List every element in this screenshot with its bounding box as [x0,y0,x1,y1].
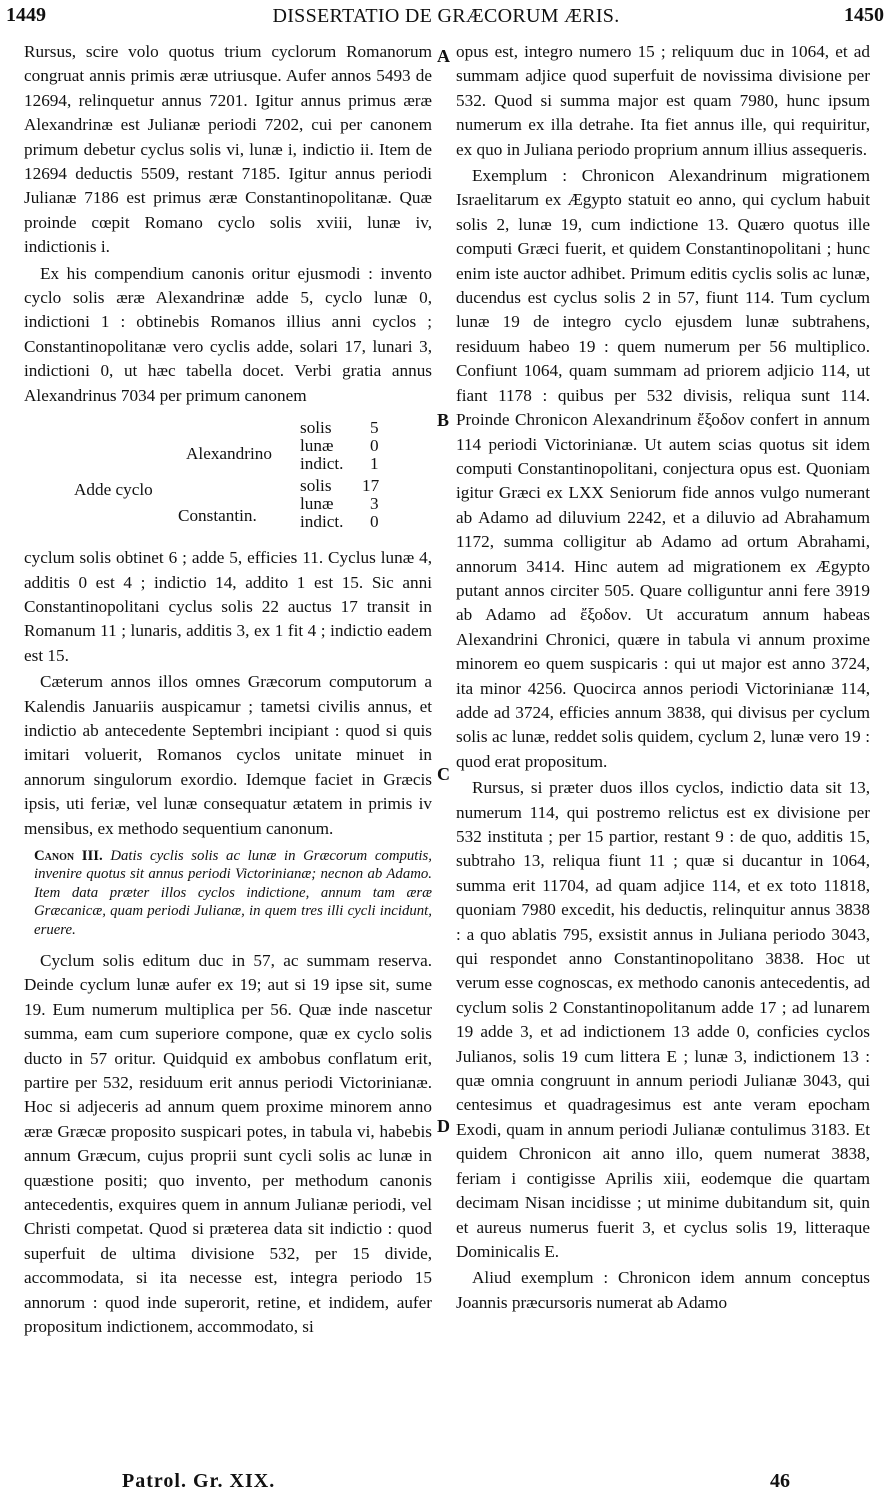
left-column [24,40,432,1342]
page-number-right: 1450 [844,4,884,26]
table-row-label: indict. [300,512,344,532]
margin-mark: B [437,410,450,430]
table-row-label: lunæ [300,494,334,514]
margin-mark: D [437,1116,450,1136]
table-row-label: solis [300,476,332,496]
table-alex-label: Alexandrino [186,444,272,464]
table-row-value: 3 [370,494,379,514]
paragraph: Rursus, si præter duos illos cyclos, indictio data sit 13, numerum 114, qui postremo relictus est ex divisione per 532 instituta ; per 15 partior, restant 9 : de quo, additis 15, subtraho 13, reliqua fiunt 11 ; quæ si ducantur in 1064, summa erit 11704, ad quam adjice 114, et ex toto 11818, quoniam 7980 excedit, his deductis, relinquitur annus 3838 : a quo ablatis 795, exsistit annus in Juliana periodo 3043, qui respondet anno Constantinopolitano 3838. Hoc ut verum esse cognoscas, ex methodo canonis antecedentis, ad cyclum solis 2 Constantinopolitanum adde 17 ; ad lunarem 19 adde 3, et ad indictionem 13 adde 0, conficies cyclos Julianos, solis 19 cum littera E ; lunæ 3, indictionem 13 : quæ omnia congruunt in annum periodi Julianæ 3043, qui centesimus et quadragesimus est ante veram epocham Exodi, quam in annum periodi Julianæ contulimus 3183. Et quidem Chronicon ait anno illo, quem numerat 3838, feriam i contigisse Aprilis xiii, eodemque die quartam decimam Nisan incidisse ; ut minime dubitandum sit, quin et aureus numerus fuerit 3, et cyclus solis 19, litteraque Dominicalis E. [456,778,870,1261]
paragraph: Aliud exemplum : Chronicon idem annum conceptus Joannis præcursoris numerat ab Adamo [456,1268,870,1312]
margin-mark: C [437,764,450,784]
paragraph: Ex his compendium canonis oritur ejusmodi : invento cyclo solis æræ Alexandrinæ adde 5, cyclo lunæ 0, indictioni 1 : obtinebis Romanos illius anni cyclos ; Constantinopolitanæ vero cyclis adde, solari 17, lunari 3, indictioni 0, ut hæc tabella docet. Verbi gratia annus Alexandrinus 7034 per primum canonem [24,263,432,405]
table-row-label: lunæ [300,436,334,456]
paragraph: cyclum solis obtinet 6 ; adde 5, efficies 11. Cyclus lunæ 4, additis 0 est 4 ; indictio 14, addito 1 est 15. Sic anni Constantinopolitani cyclus solis 22 auctus 17 transit in Romanum 11 ; lunaris, additis 3, ex 1 fit 4 ; indictio eadem est 15. [24,548,432,665]
footer-series: Patrol. Gr. XIX. [122,1470,276,1492]
page-header [0,0,892,28]
footer-signature: 46 [770,1470,790,1492]
paragraph: Cæterum annos illos omnes Græcorum computorum a Kalendis Januariis auspicamur ; tametsi civilis annus, et indictio ab antecedente Septembri incipiant : quod si quis imitari voluerit, Romanos cyclos unitate minuet in annorum singulorum exordio. Idemque faciet in Græcis ipsis, uti feriæ, vel lunæ consequatur ætatem in primis iv mensibus, ex methodo sequentium canonum. [24,672,432,838]
canon-text: Datis cyclis solis ac lunæ in Græcorum computis, invenire quotus sit annus periodi Victorinianæ; necnon ab Adamo. Item data præter illos cyclos indictione, annum tam æræ Græcanicæ, quam periodi Julianæ, in quem tres illi cycli incidunt, eruere. [34,847,432,938]
right-column [456,40,870,1317]
page-number-left: 1449 [6,4,46,26]
cycle-table [24,416,432,566]
table-row-value: 0 [370,436,379,456]
table-adde-label: Adde cyclo [74,480,153,500]
paragraph: Rursus, scire volo quotus trium cyclorum Romanorum congruat annis primis æræ utriusque. Aufer annos 5493 de 12694, relinquetur annus 7201. Igitur annus primus æræ Alexandrinæ est Julianæ periodi 7202, cui per canonem primum debetur cyclus solis vi, lunæ i, indictio ii. Item de 12694 deductis 5509, restant 7185. Igitur annus periodi Julianæ 7186 est primus æræ Constantinopolitanæ. Quæ proinde cœpit Romano cyclo solis xviii, lunæ iv, indictionis i. [24,42,432,257]
table-row-value: 17 [362,476,380,496]
paragraph: Exemplum : Chronicon Alexandrinum migrationem Israelitarum ex Ægypto statuit eo anno, qui cyclum habuit solis 2, lunæ 19, cum indictione 13. Quæro quotus ille computi Græci fuerit, et quidem Constantinopolitani ; hunc enim iste auctor adhibet. Primum editis cyclis solis ac lunæ, ducendus est cyclus solis 2 in 57, fiunt 114. Tum cyclum lunæ 19 de integro cyclo ejusdem lunæ subtrahens, residuum habeo 19 : quem numerum per 56 multiplico. Confiunt 1064, quam summam ad priorem adjicio 114, ut fiant 1178 : quibus per 532 divisis, reliqua sunt 114. Proinde Chronicon Alexandrinum ἔξοδον confert in annum 114 periodi Victorinianæ. Ut autem scias quotus sit idem computi Constantinopolitani, conjectura opus est. Quoniam igitur Græci ex LXX Seniorum fide annos vulgo numerant ab Adamo ad diluvium 2242, et a diluvio ad Abrahamum 1172, summa colligitur ab Adamo ad ortum Abrahami, annorum 3414. Hinc autem ad migrationem ex Ægypto putant annos circiter 505. Quare colliguntur anni fere 3919 ab Adamo ad ἔξοδον. Ut accuratum annum habeas Alexandrini Chronici, quære in tabula vi annum proxime minorem eo quem suspicaris : qui ut major est anno 3724, ita minor 4256. Quocirca annos periodi Victorinianæ 114, adde ad 3724, efficies annum 3838, qui divisus per cyclum solis ac lunæ, reddet solis quidem, cyclum 2, lunæ vero 19 : quod erat propositum. [456,166,870,771]
table-row-value: 5 [370,418,379,438]
running-title: DISSERTATIO DE GRÆCORUM ÆRIS. [272,5,620,27]
canon-label: Canon III. [34,847,103,864]
table-row-label: solis [300,418,332,438]
paragraph: opus est, integro numero 15 ; reliquum duc in 1064, et ad summam adjice quod superfuit de novissima divisione per 532. Quod si summa major est quam 7980, hunc ipsum numerum ex illa detrahe. Ita fiet annus ille, qui requiritur, ex quo in Juliana periodo proprium annum illius assequeris. [456,42,870,159]
canon-heading [24,847,432,939]
paragraph: Cyclum solis editum duc in 57, ac summam reserva. Deinde cyclum lunæ aufer ex 19; aut si 19 ipse sit, sume 19. Eum numerum multiplica per 56. Quæ inde nascetur summa, eam cum superiore compone, quæ ex cyclo solis ducto in 57 oritur. Quidquid ex ambobus conflatum erit, partire per 532, residuum erit annus periodi Victorinianæ. Hoc si adjeceris ad annum quem proxime minorem anno æræ Græcæ proposito suspicari potes, in tabula vi, habebis annum Græcum, cujus proprii sunt cycli solis ac lunæ in quæstione positi; quo invento, per methodum canonis antecedentis, exquires quem in annum Julianæ periodi, vel Christi competat. Quod si præterea data sit indictio : quod superfuit de ultima divisione 532, per 15 divide, accommodata, si ita necesse est, integra periodo 15 annorum : quod inde superorit, retine, et indidem, aufer propositum indictionem, accommodato, si [24,951,432,1337]
table-row-label: indict. [300,454,344,474]
table-const-label: Constantin. [178,506,257,526]
page-footer [0,1470,892,1497]
table-row-value: 1 [370,454,379,474]
margin-mark: A [437,46,450,66]
table-row-value: 0 [370,512,379,532]
